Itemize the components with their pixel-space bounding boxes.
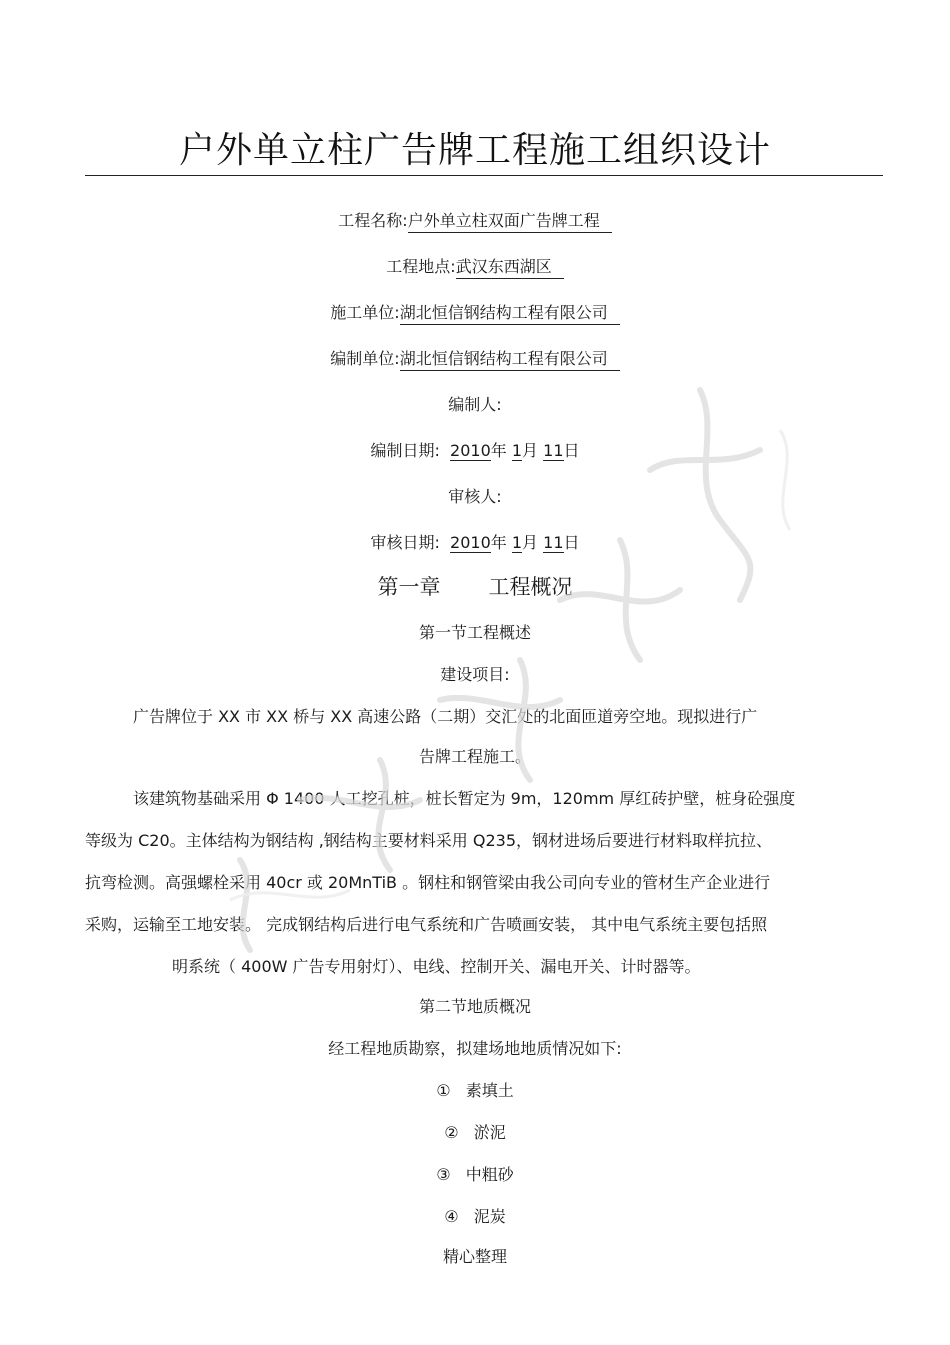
paragraph-1-line-2: 告牌工程施工。: [418, 747, 531, 766]
title-rule: [85, 175, 883, 176]
year-char: 年: [490, 441, 507, 460]
geology-item-text: 淤泥: [473, 1123, 506, 1142]
compiler-unit-value: 湖北恒信钢结构工程有限公司: [400, 348, 620, 371]
geology-item-text: 泥炭: [473, 1207, 506, 1226]
compiler-unit-label: 编制单位:: [330, 349, 400, 368]
compiler-unit-row: [0, 348, 950, 371]
project-site-value: 武汉东西湖区: [456, 256, 564, 279]
compile-year: 2010: [450, 441, 491, 460]
compile-month: 1: [511, 441, 523, 460]
project-name-row: [0, 210, 950, 233]
paragraph-2-line-1: 该建筑物基础采用 Φ 1400 人工挖孔桩，桩长暂定为 9m，120mm 厚红砖护壁，桩身砼强度: [133, 789, 796, 808]
month-char: 月: [522, 441, 539, 460]
section-2-title: 第二节地质概况: [418, 997, 531, 1016]
project-site-label: 工程地点:: [386, 257, 456, 276]
compile-day: 11: [543, 441, 564, 460]
review-date-label: 审核日期:: [370, 533, 440, 552]
section-1-title: 第一节工程概述: [418, 623, 531, 642]
contractor-value: 湖北恒信钢结构工程有限公司: [400, 302, 620, 325]
review-date-row: [0, 532, 950, 554]
paragraph-2-line-3: 抗弯检测。高强螺栓采用 40cr 或 20MnTiB 。钢柱和钢管梁由我公司向专业的管材生产企业进行: [85, 873, 771, 892]
review-month: 1: [511, 533, 523, 552]
compiler-row: [0, 394, 950, 416]
section-1-subtitle: 建设项目:: [440, 665, 510, 684]
compile-date-row: [0, 440, 950, 462]
reviewer-row: [0, 486, 950, 508]
day-char: 日: [563, 533, 580, 552]
geology-item-text: 素填土: [465, 1081, 514, 1100]
geology-item-marker: ①: [436, 1081, 451, 1100]
paragraph-1-line-1: 广告牌位于 XX 市 XX 桥与 XX 高速公路（二期）交汇处的北面匝道旁空地。现拟进行广: [133, 707, 758, 726]
geology-item: [0, 1122, 950, 1144]
chapter-title: 工程概况: [488, 575, 573, 599]
compile-date-label: 编制日期:: [370, 441, 440, 460]
review-year: 2010: [450, 533, 491, 552]
project-name-label: 工程名称:: [338, 211, 408, 230]
month-char: 月: [522, 533, 539, 552]
project-site-row: [0, 256, 950, 279]
review-day: 11: [543, 533, 564, 552]
paragraph-2-line-4: 采购，运输至工地安装。 完成钢结构后进行电气系统和广告喷画安装， 其中电气系统主要包括照: [85, 915, 768, 934]
geology-item: [0, 1164, 950, 1186]
geology-item-marker: ③: [436, 1165, 451, 1184]
reviewer-label: 审核人:: [448, 487, 502, 506]
section-2-intro: 经工程地质勘察，拟建场地地质情况如下:: [328, 1039, 622, 1058]
geology-item-marker: ②: [444, 1123, 459, 1142]
contractor-label: 施工单位:: [330, 303, 400, 322]
geology-item-marker: ④: [444, 1207, 459, 1226]
compiler-label: 编制人:: [448, 395, 502, 414]
project-name-value: 户外单立柱双面广告牌工程: [408, 210, 612, 233]
contractor-row: [0, 302, 950, 325]
paragraph-2-line-5: 明系统（ 400W 广告专用射灯）、电线、控制开关、漏电开关、计时器等。: [172, 957, 701, 976]
document-title: 户外单立柱广告牌工程施工组织设计: [178, 130, 771, 171]
geology-item: [0, 1080, 950, 1102]
year-char: 年: [490, 533, 507, 552]
geology-item-text: 中粗砂: [465, 1165, 514, 1184]
paragraph-2-line-2: 等级为 C20。主体结构为钢结构 ,钢结构主要材料采用 Q235，钢材进场后要进行材料取样抗拉、: [85, 831, 773, 850]
chapter-number: 第一章: [377, 575, 441, 599]
day-char: 日: [563, 441, 580, 460]
chapter-heading: [0, 576, 950, 598]
geology-item: [0, 1206, 950, 1228]
footer-note: 精心整理: [442, 1247, 507, 1266]
